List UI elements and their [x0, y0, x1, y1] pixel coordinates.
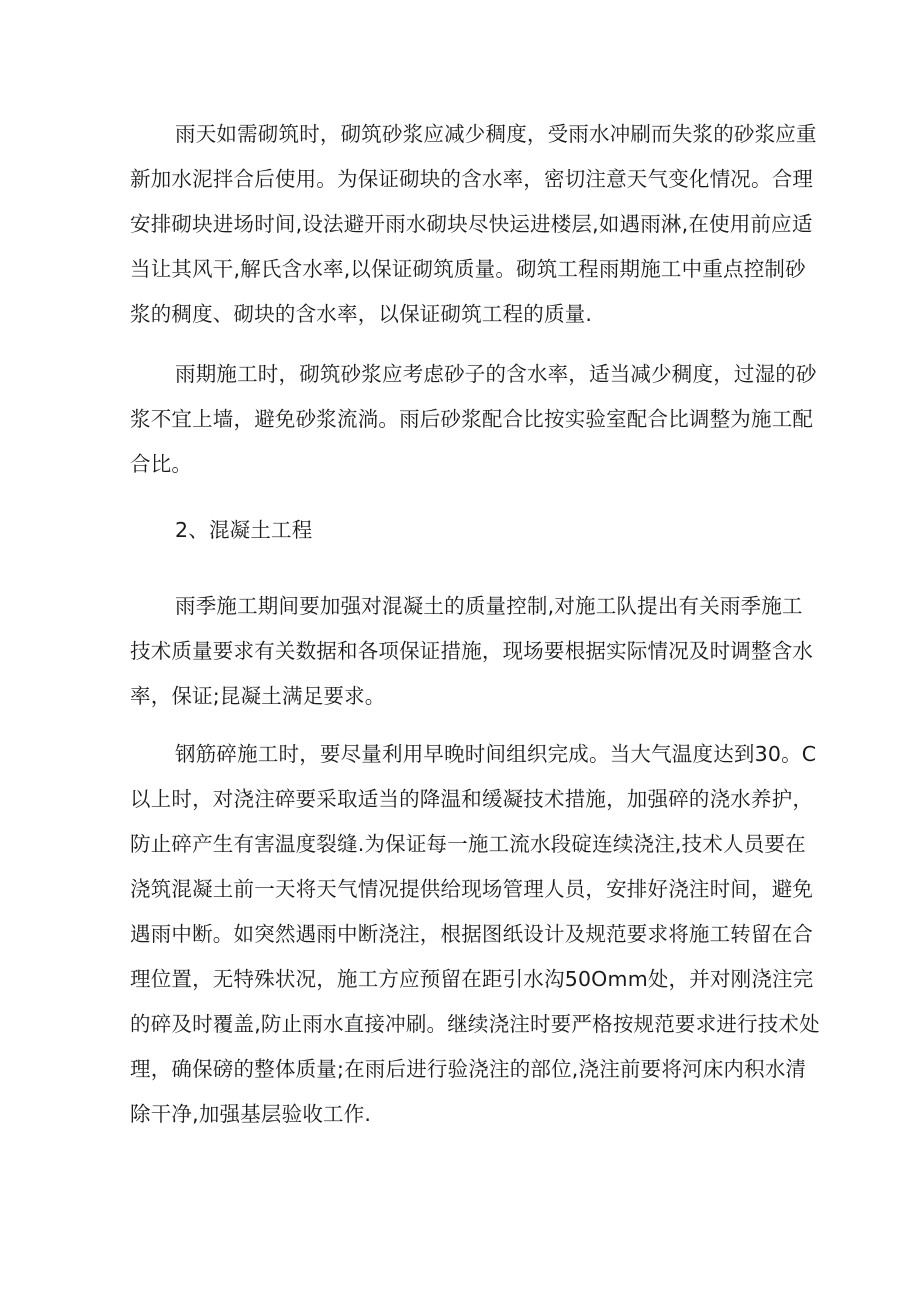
section-heading: 2、混凝土工程 — [175, 518, 313, 542]
paragraph-line: 雨期施工时，砌筑砂浆应考虑砂子的含水率，适当减少稠度，过湿的砂 — [175, 362, 817, 386]
paragraph-line: 技术质量要求有关数据和各项保证措施，现场要根据实际情况及时调整含水 — [130, 639, 814, 663]
section-heading-concrete — [130, 508, 795, 553]
paragraph-line: 雨天如需砌筑时，砌筑砂浆应减少稠度，受雨水冲刷而失浆的砂浆应重 — [175, 122, 817, 146]
paragraph-line: 的碎及时覆盖,防止雨水直接冲刷。继续浇注时要严格按规范要求进行技术处 — [130, 1012, 820, 1036]
paragraph-line: 除干净,加强基层验收工作. — [130, 1102, 372, 1126]
paragraph-line: 钢筋碎施工时，要尽量利用早晚时间组织完成。当大气温度达到30。C — [175, 742, 817, 766]
paragraph-line: 浇筑混凝土前一天将天气情况提供给现场管理人员，安排好浇注时间，避免 — [130, 877, 814, 901]
paragraph-line: 新加水泥拌合后使用。为保证砌块的含水率，密切注意天气变化情况。合理 — [130, 167, 814, 191]
paragraph-line: 合比。 — [130, 452, 193, 476]
paragraph-line: 当让其风干,解氏含水率,以保证砌筑质量。砌筑工程雨期施工中重点控制砂 — [130, 257, 806, 281]
paragraph-line: 理，确保磅的整体质量;在雨后进行验浇注的部位,浇注前要将河床内积水清 — [130, 1057, 807, 1081]
paragraph-masonry-rain — [130, 112, 817, 337]
paragraph-mortar-rain — [130, 352, 817, 487]
paragraph-line: 安排砌块进场时间,设法避开雨水砌块尽快运进楼层,如遇雨淋,在使用前应适 — [130, 212, 813, 236]
paragraph-line: 浆不宜上墙，避免砂浆流淌。雨后砂浆配合比按实验室配合比调整为施工配 — [130, 407, 814, 431]
paragraph-line: 雨季施工期间要加强对混凝土的质量控制,对施工队提出有关雨季施工 — [175, 594, 803, 618]
paragraph-line: 遇雨中断。如突然遇雨中断浇注，根据图纸设计及规范要求将施工转留在合 — [130, 922, 814, 946]
paragraph-concrete-pouring — [130, 732, 820, 1137]
paragraph-line: 浆的稠度、砌块的含水率，以保证砌筑工程的质量. — [130, 302, 593, 326]
paragraph-concrete-quality — [130, 584, 814, 719]
paragraph-line: 以上时，对浇注碎要采取适当的降温和缓凝技术措施，加强碎的浇水养护， — [130, 787, 814, 811]
paragraph-line: 防止碎产生有害温度裂缝.为保证每一施工流水段碇连续浇注,技术人员要在 — [130, 832, 806, 856]
paragraph-line: 理位置，无特殊状况，施工方应预留在距引水沟50Omm处，并对刚浇注完 — [130, 967, 814, 991]
paragraph-line: 率，保证;昆凝土满足要求。 — [130, 684, 386, 708]
